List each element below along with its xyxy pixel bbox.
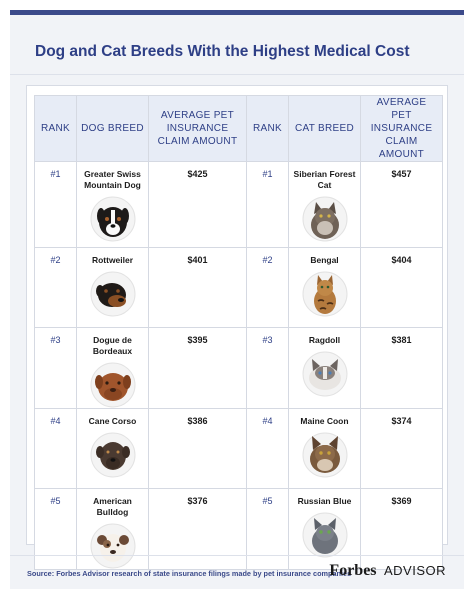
cat-breed-cell [289, 248, 361, 328]
russian-blue-cat-icon [302, 512, 348, 558]
header-dog-amount: AVERAGE PET INSURANCE CLAIM AMOUNT [149, 96, 247, 162]
header-cat-amount: AVERAGE PET INSURANCE CLAIM AMOUNT [361, 96, 443, 162]
table-row [35, 328, 443, 409]
dog-amount: $401 [149, 248, 247, 328]
dog-breed-name: Dogue de Bordeaux [92, 335, 133, 356]
dog-amount: $386 [149, 409, 247, 489]
dog-breed-name: American Bulldog [93, 496, 132, 517]
table-row [35, 409, 443, 489]
dog-breed-cell [77, 162, 149, 248]
greater-swiss-mountain-dog-icon [90, 196, 136, 242]
maine-coon-cat-icon [302, 432, 348, 478]
forbes-advisor-logo [329, 562, 446, 580]
bengal-cat-icon [302, 271, 348, 317]
cat-breed-name: Ragdoll [308, 335, 341, 345]
cat-rank: #3 [247, 328, 289, 409]
rottweiler-icon [90, 271, 136, 317]
cane-corso-icon [90, 432, 136, 478]
header-dog-breed: DOG BREED [77, 96, 149, 162]
dog-breed-name: Rottweiler [91, 255, 134, 265]
cat-rank: #2 [247, 248, 289, 328]
header-cat-rank: RANK [247, 96, 289, 162]
cat-amount: $374 [361, 409, 443, 489]
cat-amount: $404 [361, 248, 443, 328]
dog-breed-cell [77, 248, 149, 328]
infographic-frame [10, 10, 464, 589]
table-row [35, 248, 443, 328]
dog-rank: #4 [35, 409, 77, 489]
dog-rank: #3 [35, 328, 77, 409]
cat-breed-name: Russian Blue [297, 496, 352, 506]
header-dog-rank: RANK [35, 96, 77, 162]
dog-breed-name: Cane Corso [88, 416, 137, 426]
cat-rank: #1 [247, 162, 289, 248]
dog-breed-cell [77, 489, 149, 570]
cat-amount: $381 [361, 328, 443, 409]
top-accent-bar [10, 10, 464, 15]
dog-amount: $376 [149, 489, 247, 570]
cat-amount: $457 [361, 162, 443, 248]
logo-suffix: ADVISOR [383, 563, 446, 578]
dog-breed-name: Greater Swiss Mountain Dog [84, 169, 141, 190]
cat-breed-cell [289, 328, 361, 409]
ragdoll-cat-icon [302, 351, 348, 397]
table-panel [26, 85, 448, 545]
cost-table [34, 95, 443, 570]
footer-divider [10, 555, 464, 556]
header-cat-breed: CAT BREED [289, 96, 361, 162]
dog-rank: #1 [35, 162, 77, 248]
cat-breed-cell [289, 409, 361, 489]
cat-breed-cell [289, 489, 361, 570]
header-row [35, 96, 443, 162]
table-row [35, 162, 443, 248]
cat-breed-name: Siberian Forest Cat [293, 169, 356, 190]
dog-amount: $395 [149, 328, 247, 409]
chart-title: Dog and Cat Breeds With the Highest Medical Cost [35, 43, 410, 60]
dog-amount: $425 [149, 162, 247, 248]
dog-breed-cell [77, 328, 149, 409]
logo-brand: Forbes [329, 562, 377, 579]
source-note: Source: Forbes Advisor research of state insurance filings made by pet insurance companies [27, 569, 352, 578]
cat-breed-cell [289, 162, 361, 248]
american-bulldog-icon [90, 523, 136, 569]
dog-rank: #5 [35, 489, 77, 570]
cat-breed-name: Maine Coon [300, 416, 349, 426]
cat-rank: #4 [247, 409, 289, 489]
cat-rank: #5 [247, 489, 289, 570]
cat-breed-name: Bengal [310, 255, 339, 265]
siberian-forest-cat-icon [302, 196, 348, 242]
cat-amount: $369 [361, 489, 443, 570]
dog-rank: #2 [35, 248, 77, 328]
dog-breed-cell [77, 409, 149, 489]
dogue-de-bordeaux-icon [90, 362, 136, 408]
table-row [35, 489, 443, 570]
title-divider [10, 74, 464, 75]
